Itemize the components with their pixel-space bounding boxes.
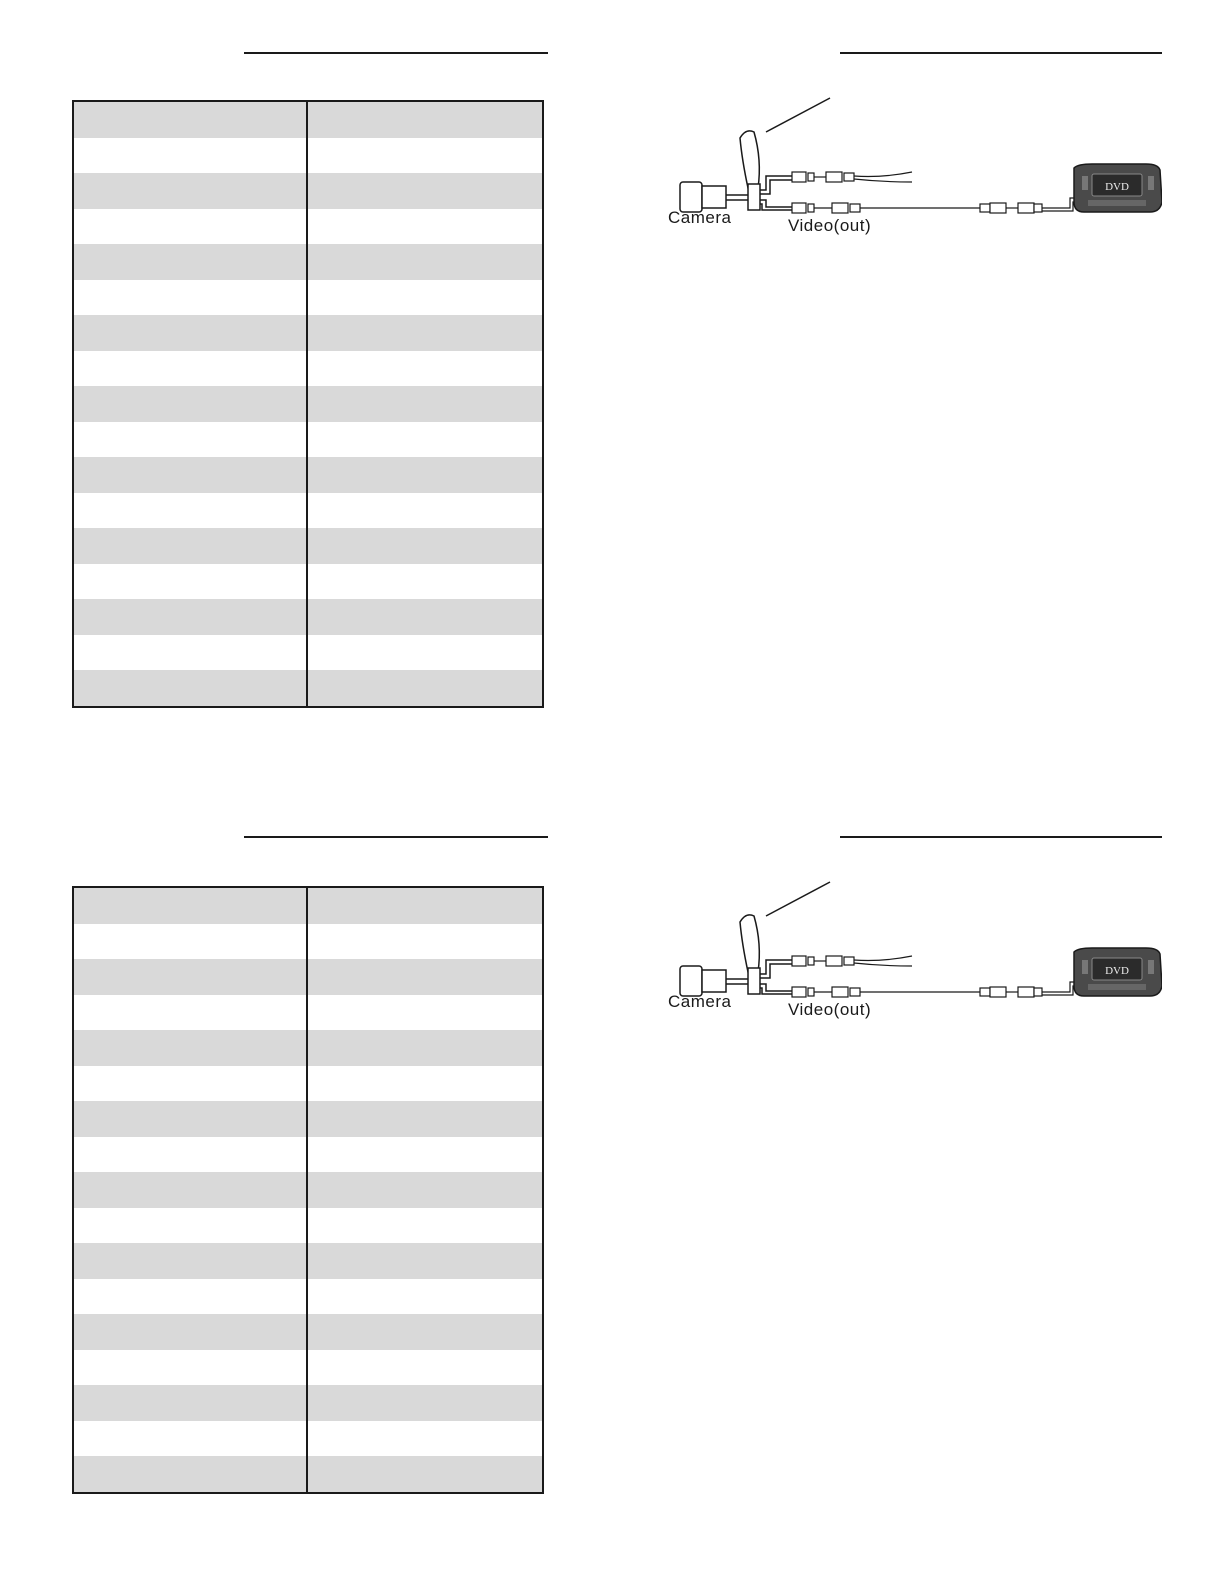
- spec-label-cell: [74, 1456, 308, 1492]
- spec-value-cell: [308, 351, 542, 387]
- camera-label: Camera: [668, 992, 732, 1011]
- spec-label-cell: [74, 315, 308, 351]
- spec-label-cell: [74, 1385, 308, 1421]
- camera-label: Camera: [668, 208, 732, 227]
- spec-label-cell: [74, 209, 308, 245]
- video-cable: [760, 982, 1078, 997]
- junction-block: [748, 184, 760, 210]
- spec-value-cell: [308, 457, 542, 493]
- spec-label-cell: [74, 959, 308, 995]
- spec-value-cell: [308, 422, 542, 458]
- left-heading-rule-2: [244, 836, 548, 838]
- spec-value-cell: [308, 959, 542, 995]
- table-row: [74, 1385, 542, 1421]
- table-row: [74, 635, 542, 671]
- spec-value-cell: [308, 315, 542, 351]
- table-row: [74, 888, 542, 924]
- spec-label-cell: [74, 888, 308, 924]
- table-row: [74, 1101, 542, 1137]
- spec-label-cell: [74, 280, 308, 316]
- spec-value-cell: [308, 1456, 542, 1492]
- table-row: [74, 138, 542, 174]
- table-row: [74, 1350, 542, 1386]
- spec-value-cell: [308, 1066, 542, 1102]
- monitor-text: DVD: [1105, 181, 1129, 193]
- spec-value-cell: [308, 280, 542, 316]
- spec-label-cell: [74, 244, 308, 280]
- table-row: [74, 1279, 542, 1315]
- table-row: [74, 315, 542, 351]
- wiring-svg: [662, 874, 1162, 1034]
- spec-value-cell: [308, 1172, 542, 1208]
- table-row: [74, 1030, 542, 1066]
- wiring-diagram-1: [662, 90, 1162, 250]
- spec-value-cell: [308, 102, 542, 138]
- spec-value-cell: [308, 244, 542, 280]
- table-row: [74, 1314, 542, 1350]
- junction-block: [748, 968, 760, 994]
- monitor-text: DVD: [1105, 965, 1129, 977]
- spec-value-cell: [308, 1208, 542, 1244]
- spec-value-cell: [308, 888, 542, 924]
- spec-value-cell: [308, 995, 542, 1031]
- table-row: [74, 1243, 542, 1279]
- spec-value-cell: [308, 924, 542, 960]
- spec-label-cell: [74, 670, 308, 706]
- right-heading-rule-2: [840, 836, 1162, 838]
- spec-label-cell: [74, 1314, 308, 1350]
- spec-value-cell: [308, 528, 542, 564]
- table-row: [74, 173, 542, 209]
- spec-label-cell: [74, 1243, 308, 1279]
- table-rows: [74, 102, 542, 706]
- spec-value-cell: [308, 1137, 542, 1173]
- spec-label-cell: [74, 1421, 308, 1457]
- spec-value-cell: [308, 1314, 542, 1350]
- table-row: [74, 959, 542, 995]
- spec-value-cell: [308, 209, 542, 245]
- spec-table-1: [72, 100, 544, 708]
- spec-label-cell: [74, 564, 308, 600]
- table-row: [74, 244, 542, 280]
- spec-table-2: [72, 886, 544, 1494]
- spec-value-cell: [308, 386, 542, 422]
- table-row: [74, 209, 542, 245]
- table-row: [74, 1066, 542, 1102]
- monitor-icon: [1074, 948, 1162, 996]
- table-row: [74, 351, 542, 387]
- spec-label-cell: [74, 995, 308, 1031]
- table-row: [74, 1208, 542, 1244]
- table-row: [74, 528, 542, 564]
- spec-value-cell: [308, 1421, 542, 1457]
- table-row: [74, 386, 542, 422]
- left-heading-rule-1: [244, 52, 548, 54]
- spec-label-cell: [74, 386, 308, 422]
- spec-label-cell: [74, 1172, 308, 1208]
- wiring-svg: [662, 90, 1162, 250]
- spec-label-cell: [74, 1030, 308, 1066]
- table-divider: [306, 102, 308, 706]
- table-row: [74, 1456, 542, 1492]
- table-divider: [306, 888, 308, 1492]
- spec-label-cell: [74, 924, 308, 960]
- spec-value-cell: [308, 1243, 542, 1279]
- spec-label-cell: [74, 599, 308, 635]
- spec-value-cell: [308, 1279, 542, 1315]
- table-row: [74, 1421, 542, 1457]
- spec-value-cell: [308, 599, 542, 635]
- spec-value-cell: [308, 173, 542, 209]
- spec-label-cell: [74, 457, 308, 493]
- wiring-diagram-2: [662, 874, 1162, 1034]
- table-row: [74, 995, 542, 1031]
- video-out-label: Video(out): [788, 216, 872, 235]
- spec-label-cell: [74, 1279, 308, 1315]
- table-row: [74, 457, 542, 493]
- spec-label-cell: [74, 102, 308, 138]
- spec-value-cell: [308, 1030, 542, 1066]
- spec-value-cell: [308, 1101, 542, 1137]
- spec-label-cell: [74, 1137, 308, 1173]
- spec-value-cell: [308, 493, 542, 529]
- table-row: [74, 493, 542, 529]
- video-cable: [760, 198, 1078, 213]
- spec-label-cell: [74, 1066, 308, 1102]
- spec-value-cell: [308, 635, 542, 671]
- spec-value-cell: [308, 138, 542, 174]
- table-row: [74, 102, 542, 138]
- table-row: [74, 280, 542, 316]
- spec-label-cell: [74, 493, 308, 529]
- table-row: [74, 564, 542, 600]
- spec-label-cell: [74, 1208, 308, 1244]
- spec-label-cell: [74, 635, 308, 671]
- power-cable: [760, 172, 912, 194]
- monitor-icon: [1074, 164, 1162, 212]
- spec-label-cell: [74, 1101, 308, 1137]
- table-row: [74, 670, 542, 706]
- spec-value-cell: [308, 1350, 542, 1386]
- spec-label-cell: [74, 351, 308, 387]
- spec-label-cell: [74, 173, 308, 209]
- table-row: [74, 1137, 542, 1173]
- table-row: [74, 924, 542, 960]
- spec-label-cell: [74, 1350, 308, 1386]
- leader-line: [766, 882, 830, 916]
- spec-value-cell: [308, 1385, 542, 1421]
- spec-label-cell: [74, 138, 308, 174]
- spec-label-cell: [74, 528, 308, 564]
- video-out-label: Video(out): [788, 1000, 872, 1019]
- cable-sleeve: [740, 131, 759, 188]
- leader-line: [766, 98, 830, 132]
- right-heading-rule-1: [840, 52, 1162, 54]
- power-cable: [760, 956, 912, 978]
- table-row: [74, 599, 542, 635]
- table-row: [74, 1172, 542, 1208]
- cable-sleeve: [740, 915, 759, 972]
- table-row: [74, 422, 542, 458]
- table-rows: [74, 888, 542, 1492]
- spec-value-cell: [308, 670, 542, 706]
- spec-value-cell: [308, 564, 542, 600]
- spec-label-cell: [74, 422, 308, 458]
